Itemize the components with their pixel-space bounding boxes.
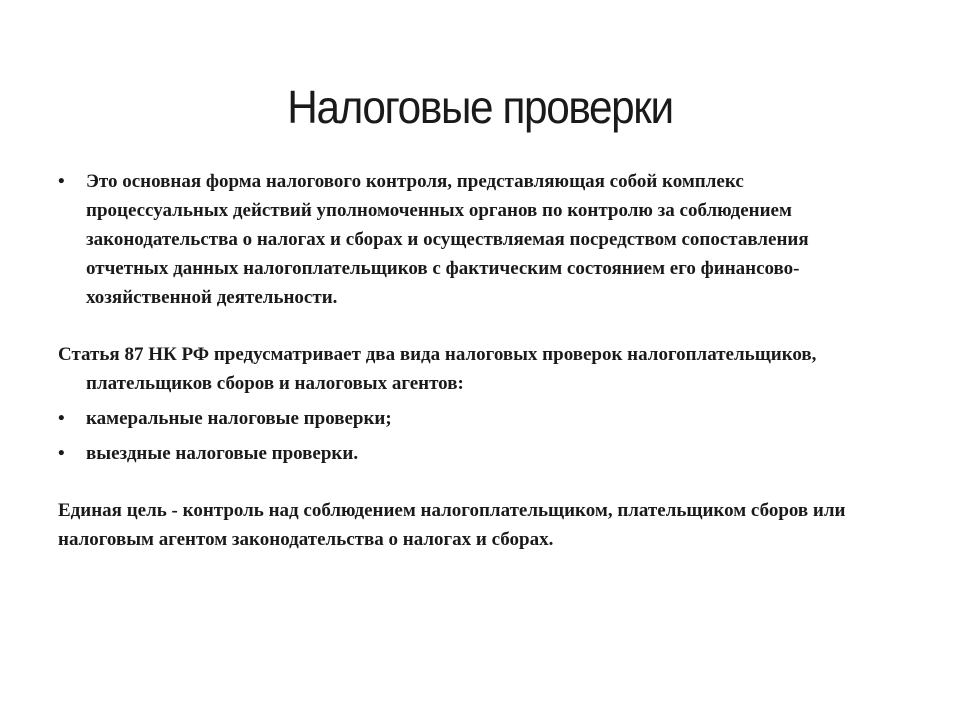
bullet-icon: • bbox=[58, 443, 65, 464]
intro-bullet bbox=[58, 167, 878, 312]
type-bullet-field bbox=[58, 439, 878, 468]
slide-title: Налоговые проверки bbox=[287, 81, 673, 133]
bullet-icon: • bbox=[58, 171, 65, 192]
intro-bullet-text: Это основная форма налогового контроля, представляющая собой комплекс процессуальных действий уполномоченных органов по контролю за соблюдением законодательства о налогах и сборах и осуществляемая посредством сопоставления отчетных данных налогоплательщиков с фактическим состоянием его финансово-хозяйственной деятельности. bbox=[86, 171, 809, 308]
slide-body bbox=[58, 167, 878, 554]
type-bullet-text: камеральные налоговые проверки; bbox=[86, 408, 392, 429]
goal-paragraph: Единая цель - контроль над соблюдением налогоплательщиком, плательщиком сборов или налоговым агентом законодательства о налогах и сборах. bbox=[58, 500, 846, 550]
article-paragraph: Статья 87 НК РФ предусматривает два вида налоговых проверок налогоплательщиков, плательщиков сборов и налоговых агентов: bbox=[58, 344, 817, 394]
bullet-icon: • bbox=[58, 408, 65, 429]
type-bullet-cameral bbox=[58, 404, 878, 433]
type-bullet-text: выездные налоговые проверки. bbox=[86, 443, 359, 464]
